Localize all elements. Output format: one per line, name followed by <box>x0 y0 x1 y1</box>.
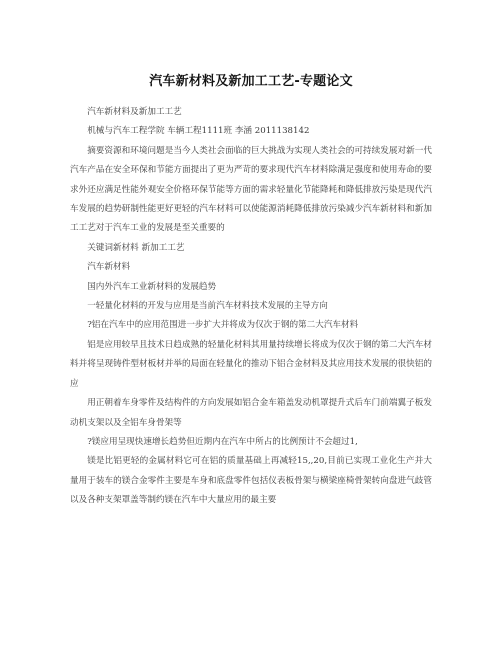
paragraph-abstract: 摘要资源和环境问题是当今人类社会面临的巨大挑战为实现人类社会的可持续发展对新一代汽车产品在安全环保和节能方面提出了更为严苛的要求现代汽车材料除满足强度和使用寿命的要求外还应满足性能外观安全价格环保节能等方面的需求轻量化节能降耗和降低排放污染是现代汽车发展的趋势研制性能更好更轻的汽车材料可以使能源消耗降低排放污染减少汽车新材料和新加工工艺对于汽车工业的发展是至关重要的 <box>70 145 432 234</box>
paragraph-magnesium-heading: ?镁应用呈现快速增长趋势但近期内在汽车中所占的比例预计不会超过1, <box>87 436 358 447</box>
paragraph-heading-materials: 汽车新材料 <box>87 262 131 273</box>
paragraph-aluminum-heading: ?铝在汽车中的应用范围进一步扩大并将成为仅次于钢的第二大汽车材料 <box>87 320 359 331</box>
paragraph-heading-trends: 国内外汽车工业新材料的发展趋势 <box>87 281 217 292</box>
paragraph-subtitle: 汽车新材料及新加工工艺 <box>87 107 182 117</box>
document-body <box>70 103 432 511</box>
paragraph-heading-lightweight: 一轻量化材料的开发与应用是当前汽车材料技术发展的主导方向 <box>87 301 328 312</box>
paragraph-aluminum-body: 铝是应用较早且技术日趋成熟的轻量化材料其用量持续增长将成为仅次于钢的第二大汽车材料并将呈现铸件型材板材并举的局面在轻量化的推动下铝合金材料及其应用技术发展的很快铝的应 <box>70 339 432 389</box>
paragraph-keywords: 关键词新材料 新加工工艺 <box>87 242 185 253</box>
document-title: 汽车新材料及新加工工艺-专题论文 <box>149 74 353 89</box>
paragraph-magnesium-body: 镁是比铝更轻的金属材料它可在铝的质量基础上再减轻15,,20,目前已实现工业化生产并大量用于装车的镁合金零件主要是车身和底盘零件包括仪表板骨架与横梁座椅骨架转向盘进气歧管以及各种支架罩盖等制约镁在汽车中大量应用的最主要 <box>70 456 432 506</box>
paragraph-author: 机械与汽车工程学院 车辆工程1111班 李涵 2011138142 <box>87 126 310 137</box>
paragraph-aluminum-applications: 用正朝着车身零件及结构件的方向发展如铝合金车箱盖发动机罩提升式后车门前端翼子板发动机支架以及全铝车身骨架等 <box>70 398 432 428</box>
